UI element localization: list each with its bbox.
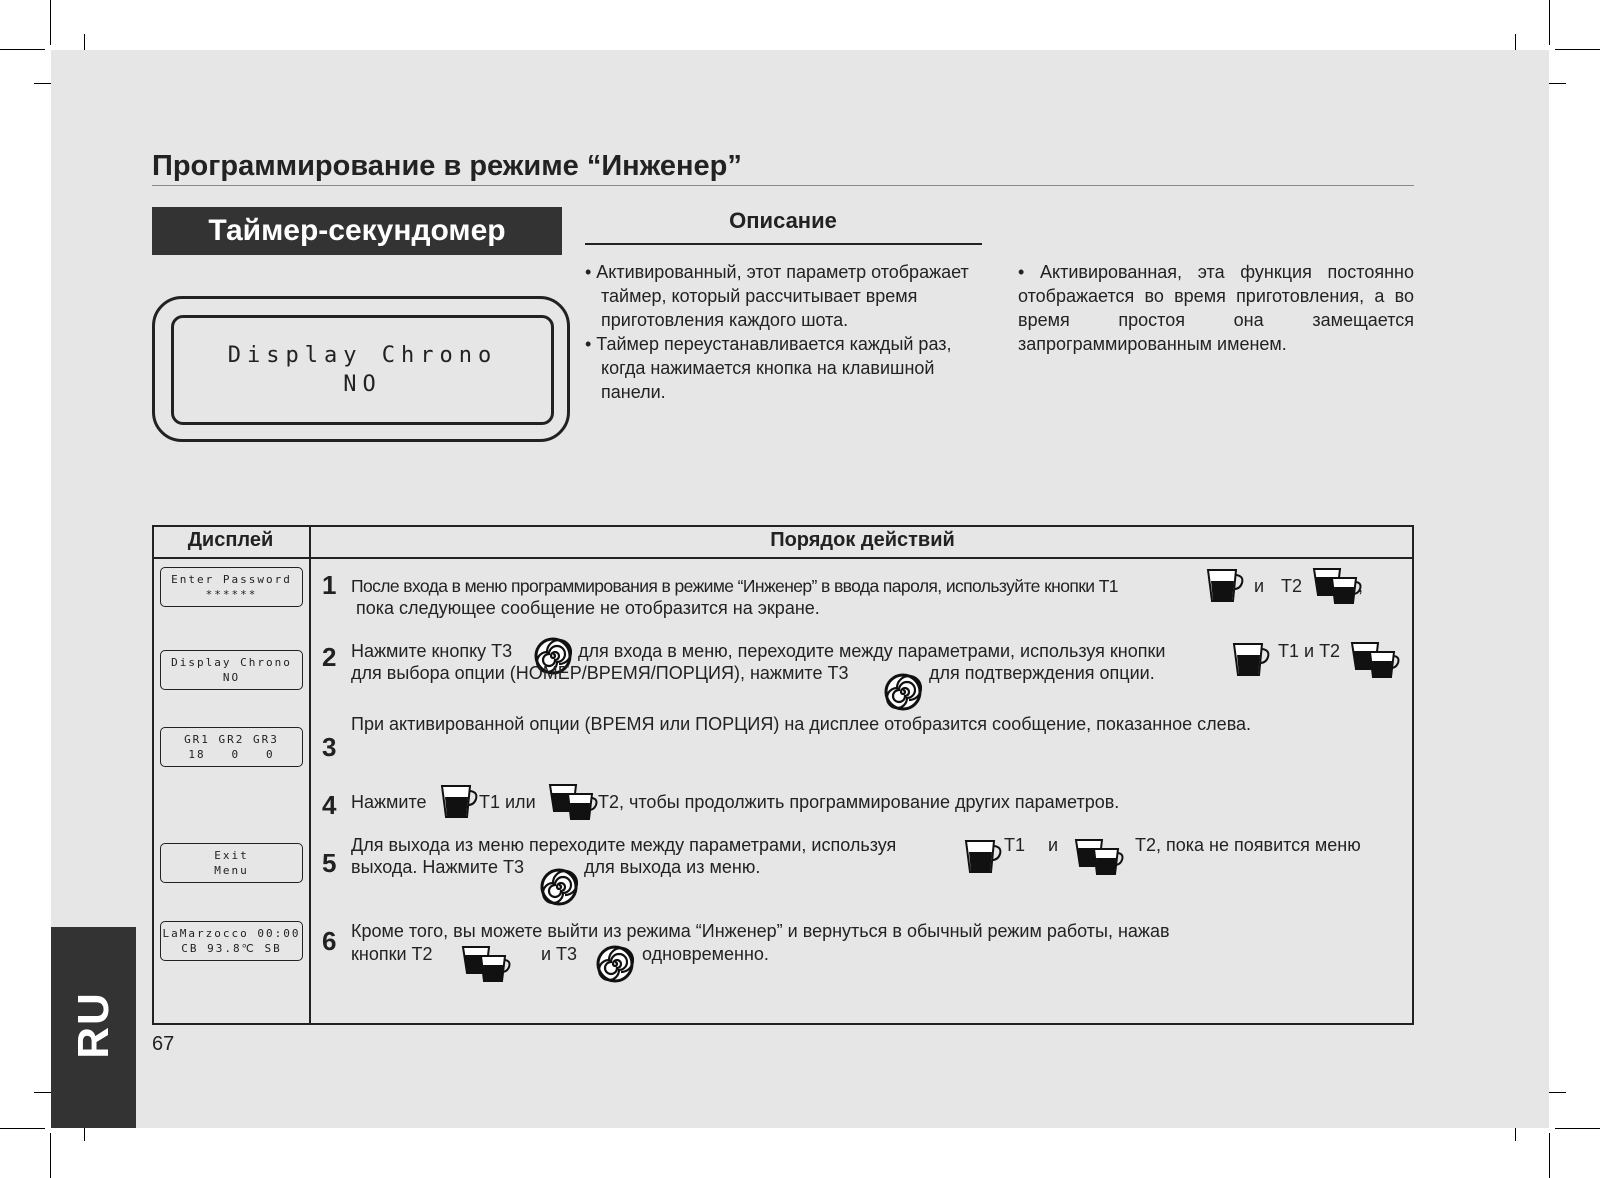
step-text: Нажмите: [351, 792, 427, 812]
mini-display-line: GR1 GR2 GR3: [184, 733, 279, 746]
mini-display: [160, 921, 303, 961]
mini-display-line: Enter Password: [171, 573, 292, 586]
single-cup-icon: [440, 783, 480, 826]
lcd-line-1: Display Chrono: [227, 343, 498, 368]
column-header-display: Дисплей: [187, 529, 274, 551]
mini-display: [160, 650, 303, 690]
crop-mark: [1555, 49, 1600, 50]
mini-display-line: Menu: [214, 864, 249, 877]
step-text: и T3: [541, 944, 578, 964]
crop-mark: [0, 1128, 45, 1129]
step-text: одновременно.: [642, 944, 769, 964]
mini-display-line: Display Chrono: [171, 656, 292, 669]
step-text: Для выхода из меню переходите между параметрами, используя: [351, 835, 897, 855]
step-text: для выбора опции (НОМЕР/ВРЕМЯ/ПОРЦИЯ), нажмите T3: [351, 663, 849, 683]
step-text: T2: [1281, 576, 1303, 596]
description-divider: [585, 243, 982, 245]
lcd-line-2: NO: [343, 372, 382, 397]
double-cup-icon: [1312, 567, 1362, 610]
mini-display: [160, 727, 303, 767]
crop-mark: [1549, 0, 1550, 45]
step-text: для подтверждения опции.: [929, 663, 1155, 683]
mini-display-line: ******: [205, 588, 258, 601]
language-tab-label: RU: [68, 991, 118, 1059]
crop-mark: [1549, 1133, 1550, 1178]
step-text: T1 или: [479, 792, 536, 812]
crop-mark: [0, 49, 45, 50]
title-divider: [152, 185, 1414, 186]
language-tab-label-wrap: [51, 975, 136, 1075]
step-text: После входа в меню программирования в режиме “Инженер” в ввода пароля, используйте кнопки T1: [351, 576, 1118, 596]
step-text: кнопки T2: [351, 944, 433, 964]
crop-mark: [1555, 1128, 1600, 1129]
page-number: 67: [152, 1033, 175, 1055]
double-cup-icon: [548, 783, 598, 826]
spiral-icon: [596, 945, 634, 988]
double-cup-icon: [1074, 838, 1124, 881]
step-number: 5: [322, 848, 337, 878]
mini-display: [160, 567, 303, 607]
step-text: ,: [1358, 576, 1364, 596]
step-text: для входа в меню, переходите между параметрами, используя кнопки: [578, 641, 1166, 661]
description-heading: Описание: [729, 208, 837, 233]
mini-display-line: LaMarzocco 00:00: [162, 927, 301, 940]
step-text: для выхода из меню.: [584, 857, 761, 877]
double-cup-icon: [1350, 641, 1400, 684]
step-text: и: [1254, 576, 1265, 596]
step-number: 2: [322, 642, 337, 672]
step-number: 3: [322, 732, 337, 762]
section-title: Таймер-секундомер: [152, 207, 562, 255]
mini-display: [160, 843, 303, 883]
table-header-divider: [152, 557, 1414, 559]
spiral-icon: [540, 868, 578, 911]
step-number: 4: [322, 790, 337, 820]
mini-display-line: 18 0 0: [188, 748, 275, 761]
step-text: выхода. Нажмите T3: [351, 857, 524, 877]
single-cup-icon: [1206, 567, 1246, 610]
description-right: • Активированная, эта функция постоянно отображается во время приготовления, а во время простоя она замещается запрограммированным именем.: [1018, 262, 1414, 354]
spiral-icon: [884, 673, 922, 716]
step-text: T1: [1004, 835, 1026, 855]
description-bullet: • Активированный, этот параметр отображает таймер, который рассчитывает время приготовления каждого шота.: [585, 262, 969, 330]
step-number: 6: [322, 926, 337, 956]
step-number: 1: [322, 570, 337, 600]
step-text: T2, чтобы продолжить программирование других параметров.: [598, 792, 1120, 812]
page-title: Программирование в режиме “Инженер”: [152, 150, 742, 182]
mini-display-line: NO: [222, 671, 241, 684]
mini-display-line: CB 93.8℃ SB: [181, 942, 282, 955]
single-cup-icon: [1232, 641, 1272, 684]
step-text: и: [1048, 835, 1059, 855]
lcd-display: [171, 315, 554, 425]
step-text: пока следующее сообщение не отобразится на экране.: [356, 598, 820, 618]
crop-mark: [50, 0, 51, 45]
step-text: T1 и T2: [1278, 641, 1341, 661]
table-column-divider: [309, 525, 311, 1025]
step-text: При активированной опции (ВРЕМЯ или ПОРЦИЯ) на дисплее отобразится сообщение, показанное слева.: [351, 714, 1252, 734]
description-bullet: • Таймер переустанавливается каждый раз, когда нажимается кнопка на клавишной панели.: [585, 334, 952, 402]
description-bullets: [585, 260, 985, 404]
crop-mark: [50, 1133, 51, 1178]
step-text: Нажмите кнопку T3: [351, 641, 513, 661]
mini-display-line: Exit: [214, 849, 249, 862]
step-text: Кроме того, вы можете выйти из режима “Инженер” и вернуться в обычный режим работы, нажав: [351, 921, 1170, 941]
step-text: T2, пока не появится меню: [1135, 835, 1361, 855]
single-cup-icon: [964, 838, 1004, 881]
double-cup-icon: [461, 945, 511, 988]
column-header-actions: Порядок действий: [770, 529, 955, 551]
